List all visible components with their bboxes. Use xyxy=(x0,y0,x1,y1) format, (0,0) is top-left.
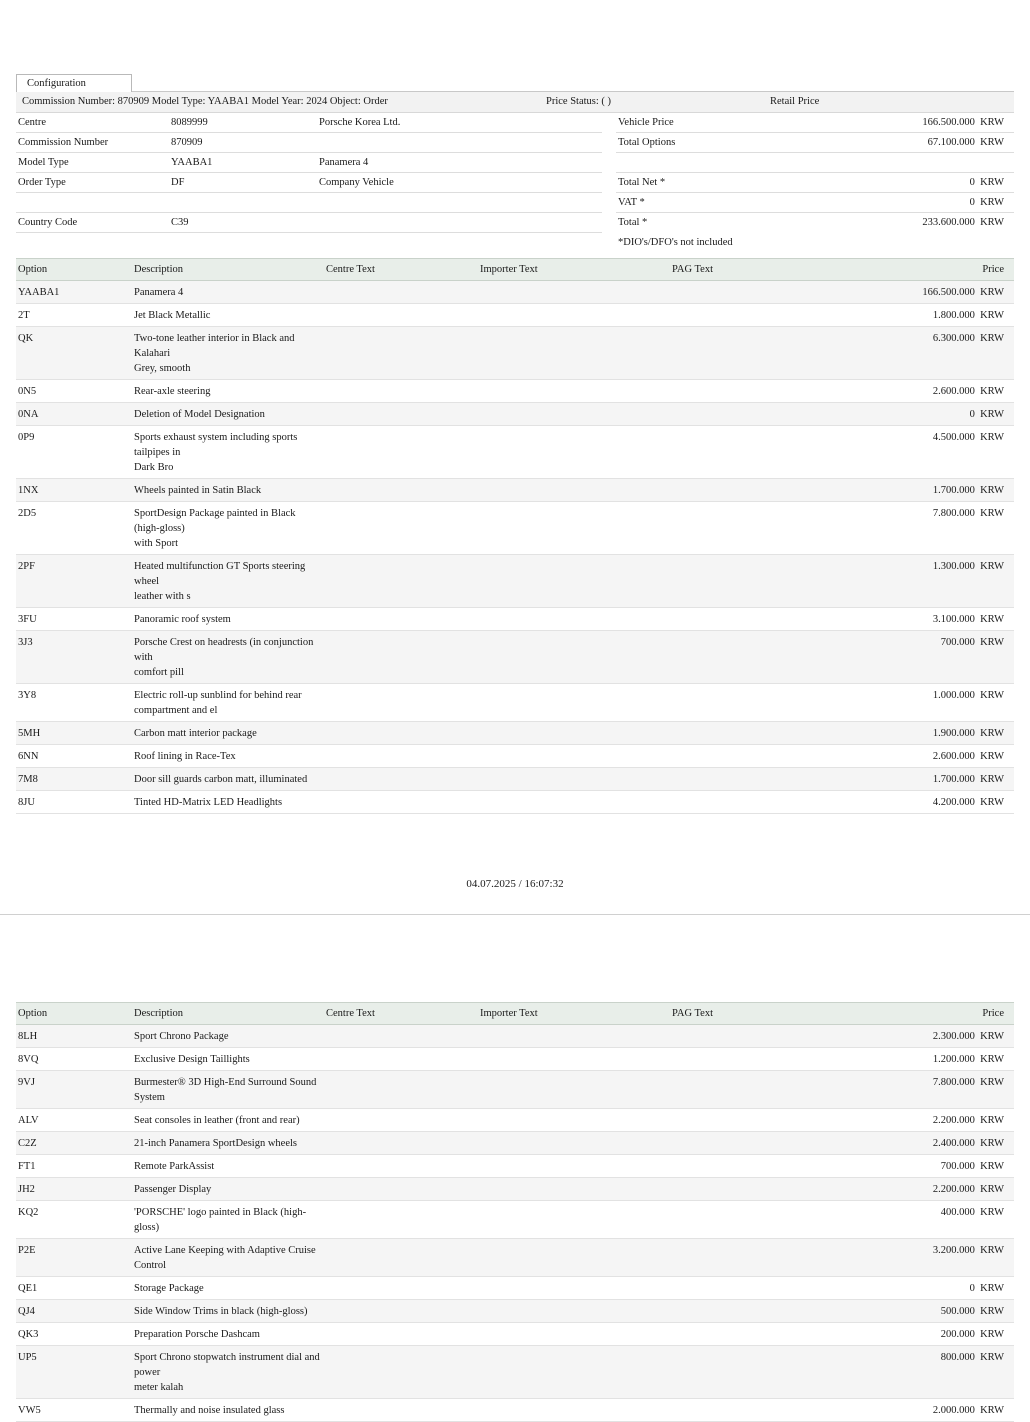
price-label: Total Net * xyxy=(618,177,666,188)
cell-price: 2.400.000 KRW xyxy=(844,1132,1014,1155)
column-header-centre-text: Centre Text xyxy=(324,1003,478,1025)
table-row[interactable] xyxy=(16,608,1014,631)
cell-importer-text xyxy=(478,1277,670,1300)
cell-centre-text xyxy=(324,1323,478,1346)
cell-price: 1.700.000 KRW xyxy=(844,768,1014,791)
cell-description: Active Lane Keeping with Adaptive Cruise Control xyxy=(132,1239,324,1277)
cell-pag-text xyxy=(670,1048,844,1071)
cell-pag-text xyxy=(670,1109,844,1132)
column-header-option: Option xyxy=(16,259,132,281)
table-row[interactable] xyxy=(16,1178,1014,1201)
cell-importer-text xyxy=(478,684,670,722)
cell-price: 700.000 KRW xyxy=(844,1155,1014,1178)
cell-option-code: VW5 xyxy=(16,1399,132,1422)
cell-importer-text xyxy=(478,791,670,814)
cell-centre-text xyxy=(324,1178,478,1201)
cell-pag-text xyxy=(670,722,844,745)
table-row[interactable] xyxy=(16,1300,1014,1323)
cell-importer-text xyxy=(478,1346,670,1399)
cell-pag-text xyxy=(670,745,844,768)
cell-importer-text xyxy=(478,631,670,684)
header-commission-info: Commission Number: 870909 Model Type: YAABA1 Model Year: 2024 Object: Order xyxy=(22,96,388,107)
cell-option-code: 2PF xyxy=(16,555,132,608)
cell-option-code: JH2 xyxy=(16,1178,132,1201)
cell-importer-text xyxy=(478,608,670,631)
cell-option-code: 0N5 xyxy=(16,380,132,403)
cell-description-line2: Grey, smooth xyxy=(134,363,191,374)
cell-price: 2.600.000 KRW xyxy=(844,380,1014,403)
cell-description: Thermally and noise insulated glass xyxy=(132,1399,324,1422)
info-row xyxy=(16,133,602,153)
cell-centre-text xyxy=(324,745,478,768)
cell-description: SportDesign Package painted in Black (high-gloss) with Sport xyxy=(132,502,324,555)
cell-description: Seat consoles in leather (front and rear) xyxy=(132,1109,324,1132)
cell-centre-text xyxy=(324,1239,478,1277)
cell-centre-text xyxy=(324,380,478,403)
cell-pag-text xyxy=(670,1132,844,1155)
cell-price: 3.100.000 KRW xyxy=(844,608,1014,631)
cell-description: Porsche Crest on headrests (in conjunction with comfort pill xyxy=(132,631,324,684)
cell-pag-text xyxy=(670,1399,844,1422)
cell-pag-text xyxy=(670,1178,844,1201)
cell-pag-text xyxy=(670,1071,844,1109)
table-row[interactable] xyxy=(16,1277,1014,1300)
cell-description: Remote ParkAssist xyxy=(132,1155,324,1178)
cell-importer-text xyxy=(478,722,670,745)
cell-centre-text xyxy=(324,327,478,380)
cell-centre-text xyxy=(324,1399,478,1422)
cell-price: 700.000 KRW xyxy=(844,631,1014,684)
cell-option-code: ALV xyxy=(16,1109,132,1132)
info-extra: Panamera 4 xyxy=(319,157,369,168)
cell-pag-text xyxy=(670,304,844,327)
cell-price: 1.900.000 KRW xyxy=(844,722,1014,745)
cell-centre-text xyxy=(324,684,478,722)
column-header-importer-text: Importer Text xyxy=(478,1003,670,1025)
cell-price: 4.200.000 KRW xyxy=(844,791,1014,814)
cell-importer-text xyxy=(478,1109,670,1132)
cell-centre-text xyxy=(324,722,478,745)
cell-option-code: 9VJ xyxy=(16,1071,132,1109)
cell-description: Panoramic roof system xyxy=(132,608,324,631)
cell-importer-text xyxy=(478,1399,670,1422)
cell-pag-text xyxy=(670,327,844,380)
cell-option-code: UP5 xyxy=(16,1346,132,1399)
cell-importer-text xyxy=(478,1239,670,1277)
cell-option-code: 6NN xyxy=(16,745,132,768)
column-header-importer-text: Importer Text xyxy=(478,259,670,281)
table-row[interactable] xyxy=(16,1048,1014,1071)
document-header-band xyxy=(16,91,1014,113)
cell-centre-text xyxy=(324,1201,478,1239)
table-row[interactable] xyxy=(16,327,1014,380)
cell-description: Roof lining in Race-Tex xyxy=(132,745,324,768)
table-row[interactable] xyxy=(16,403,1014,426)
cell-option-code: 2T xyxy=(16,304,132,327)
table-row[interactable] xyxy=(16,426,1014,479)
table-row[interactable] xyxy=(16,1399,1014,1422)
price-value: 0 KRW xyxy=(969,197,1004,208)
price-row-blank xyxy=(616,153,1014,173)
cell-price: 2.300.000 KRW xyxy=(844,1025,1014,1048)
cell-description: Electric roll-up sunblind for behind rear compartment and el xyxy=(132,684,324,722)
cell-option-code: 8JU xyxy=(16,791,132,814)
info-label: Centre xyxy=(18,117,46,128)
price-row-total-options xyxy=(616,133,1014,153)
options-header-row xyxy=(16,259,1014,281)
cell-price: 7.800.000 KRW xyxy=(844,502,1014,555)
cell-description: Side Window Trims in black (high-gloss) xyxy=(132,1300,324,1323)
info-row xyxy=(16,173,602,193)
cell-option-code: YAABA1 xyxy=(16,281,132,304)
cell-importer-text xyxy=(478,1300,670,1323)
cell-centre-text xyxy=(324,1025,478,1048)
cell-pag-text xyxy=(670,479,844,502)
cell-description: Door sill guards carbon matt, illuminated xyxy=(132,768,324,791)
cell-price: 1.300.000 KRW xyxy=(844,555,1014,608)
cell-pag-text xyxy=(670,555,844,608)
tab-configuration[interactable]: Configuration xyxy=(16,74,132,92)
cell-price: 6.300.000 KRW xyxy=(844,327,1014,380)
cell-price: 4.500.000 KRW xyxy=(844,426,1014,479)
cell-price: 1.800.000 KRW xyxy=(844,304,1014,327)
header-price-status: Price Status: ( ) xyxy=(546,96,612,107)
cell-description: Sport Chrono Package xyxy=(132,1025,324,1048)
cell-description: Passenger Display xyxy=(132,1178,324,1201)
cell-description-line2: Dark Bro xyxy=(134,462,174,473)
column-header-description: Description xyxy=(132,259,324,281)
cell-price: 1.000.000 KRW xyxy=(844,684,1014,722)
tab-strip xyxy=(16,74,1014,91)
cell-centre-text xyxy=(324,1048,478,1071)
cell-price: 0 KRW xyxy=(844,1277,1014,1300)
cell-option-code: 0NA xyxy=(16,403,132,426)
cell-description: Panamera 4 xyxy=(132,281,324,304)
cell-importer-text xyxy=(478,426,670,479)
price-label: Total * xyxy=(618,217,648,228)
cell-description: Wheels painted in Satin Black xyxy=(132,479,324,502)
cell-importer-text xyxy=(478,304,670,327)
price-value: 166.500.000 KRW xyxy=(922,117,1004,128)
cell-description: Rear-axle steering xyxy=(132,380,324,403)
cell-pag-text xyxy=(670,426,844,479)
cell-pag-text xyxy=(670,1346,844,1399)
cell-importer-text xyxy=(478,1132,670,1155)
price-value: 233.600.000 KRW xyxy=(922,217,1004,228)
cell-importer-text xyxy=(478,327,670,380)
table-row[interactable] xyxy=(16,380,1014,403)
cell-pag-text xyxy=(670,403,844,426)
cell-option-code: C2Z xyxy=(16,1132,132,1155)
info-value: C39 xyxy=(171,217,189,228)
cell-description: Carbon matt interior package xyxy=(132,722,324,745)
cell-importer-text xyxy=(478,380,670,403)
price-label: VAT * xyxy=(618,197,645,208)
page-2-top-spacer xyxy=(16,916,1014,994)
table-row[interactable] xyxy=(16,1109,1014,1132)
cell-pag-text xyxy=(670,1277,844,1300)
cell-price: 3.200.000 KRW xyxy=(844,1239,1014,1277)
price-row-total xyxy=(616,213,1014,232)
column-header-pag-text: PAG Text xyxy=(670,1003,844,1025)
cell-importer-text xyxy=(478,281,670,304)
cell-centre-text xyxy=(324,608,478,631)
table-row[interactable] xyxy=(16,281,1014,304)
table-row[interactable] xyxy=(16,502,1014,555)
cell-description: 21-inch Panamera SportDesign wheels xyxy=(132,1132,324,1155)
options-header-row xyxy=(16,1003,1014,1025)
cell-price: 500.000 KRW xyxy=(844,1300,1014,1323)
table-row[interactable] xyxy=(16,555,1014,608)
cell-description: Sports exhaust system including sports tailpipes in Dark Bro xyxy=(132,426,324,479)
cell-importer-text xyxy=(478,768,670,791)
cell-option-code: FT1 xyxy=(16,1155,132,1178)
cell-price: 2.600.000 KRW xyxy=(844,745,1014,768)
cell-description: Deletion of Model Designation xyxy=(132,403,324,426)
price-label: Total Options xyxy=(618,137,676,148)
table-row[interactable] xyxy=(16,1323,1014,1346)
cell-option-code: 0P9 xyxy=(16,426,132,479)
cell-price: 800.000 KRW xyxy=(844,1346,1014,1399)
price-value: 67.100.000 KRW xyxy=(927,137,1004,148)
cell-centre-text xyxy=(324,1277,478,1300)
table-row[interactable] xyxy=(16,745,1014,768)
price-summary-table xyxy=(616,113,1014,250)
info-value: 8089999 xyxy=(171,117,208,128)
cell-description: Sport Chrono stopwatch instrument dial and power meter kalah xyxy=(132,1346,324,1399)
cell-option-code: 3Y8 xyxy=(16,684,132,722)
column-header-price: Price xyxy=(844,1003,1014,1025)
table-row[interactable] xyxy=(16,1239,1014,1277)
cell-importer-text xyxy=(478,1155,670,1178)
cell-description: Tinted HD-Matrix LED Headlights xyxy=(132,791,324,814)
table-row[interactable] xyxy=(16,684,1014,722)
sheet-page-2 xyxy=(0,916,1030,1422)
cell-pag-text xyxy=(670,1323,844,1346)
info-label: Commission Number xyxy=(18,137,109,148)
cell-price: 2.200.000 KRW xyxy=(844,1178,1014,1201)
price-row-total-net xyxy=(616,173,1014,193)
cell-importer-text xyxy=(478,403,670,426)
cell-centre-text xyxy=(324,768,478,791)
cell-description: Exclusive Design Taillights xyxy=(132,1048,324,1071)
table-row[interactable] xyxy=(16,1346,1014,1399)
price-row-vehicle-price xyxy=(616,113,1014,133)
cell-centre-text xyxy=(324,304,478,327)
cell-pag-text xyxy=(670,1155,844,1178)
cell-option-code: 2D5 xyxy=(16,502,132,555)
cell-pag-text xyxy=(670,502,844,555)
cell-importer-text xyxy=(478,1201,670,1239)
info-value: YAABA1 xyxy=(171,157,213,168)
cell-price: 2.200.000 KRW xyxy=(844,1109,1014,1132)
cell-pag-text xyxy=(670,608,844,631)
cell-centre-text xyxy=(324,426,478,479)
cell-importer-text xyxy=(478,1178,670,1201)
cell-description: Burmester® 3D High-End Surround Sound System xyxy=(132,1071,324,1109)
cell-price: 1.200.000 KRW xyxy=(844,1048,1014,1071)
cell-centre-text xyxy=(324,1071,478,1109)
options-table-page-1 xyxy=(16,258,1014,814)
column-header-description: Description xyxy=(132,1003,324,1025)
cell-centre-text xyxy=(324,1109,478,1132)
table-row[interactable] xyxy=(16,1201,1014,1239)
cell-centre-text xyxy=(324,1155,478,1178)
info-extra: Company Vehicle xyxy=(319,177,394,188)
cell-pag-text xyxy=(670,380,844,403)
info-label: Model Type xyxy=(18,157,69,168)
cell-pag-text xyxy=(670,1239,844,1277)
sheet-page-1 xyxy=(0,74,1030,914)
page-footer-timestamp: 04.07.2025 / 16:07:32 xyxy=(466,878,564,890)
info-row xyxy=(16,213,602,233)
cell-description: Storage Package xyxy=(132,1277,324,1300)
cell-centre-text xyxy=(324,555,478,608)
document-page xyxy=(0,74,1030,1422)
cell-centre-text xyxy=(324,502,478,555)
cell-description: Jet Black Metallic xyxy=(132,304,324,327)
cell-option-code: 7M8 xyxy=(16,768,132,791)
info-extra: Porsche Korea Ltd. xyxy=(319,117,401,128)
cell-description-line2: leather with s xyxy=(134,591,191,602)
cell-centre-text xyxy=(324,631,478,684)
price-row-vat xyxy=(616,193,1014,213)
cell-description-line2: with Sport xyxy=(134,538,179,549)
info-row xyxy=(16,113,602,133)
cell-description-line2: meter kalah xyxy=(134,1382,184,1393)
header-retail-price: Retail Price xyxy=(770,96,820,107)
cell-pag-text xyxy=(670,1201,844,1239)
cell-importer-text xyxy=(478,745,670,768)
cell-description: Two-tone leather interior in Black and Kalahari Grey, smooth xyxy=(132,327,324,380)
cell-price: 200.000 KRW xyxy=(844,1323,1014,1346)
table-row[interactable] xyxy=(16,768,1014,791)
cell-centre-text xyxy=(324,1300,478,1323)
cell-price: 0 KRW xyxy=(844,403,1014,426)
info-row xyxy=(16,153,602,173)
table-row[interactable] xyxy=(16,722,1014,745)
cell-price: 2.000.000 KRW xyxy=(844,1399,1014,1422)
cell-price: 400.000 KRW xyxy=(844,1201,1014,1239)
cell-option-code: 8LH xyxy=(16,1025,132,1048)
cell-centre-text xyxy=(324,791,478,814)
cell-importer-text xyxy=(478,1025,670,1048)
info-label: Country Code xyxy=(18,217,78,228)
options-table-page-2 xyxy=(16,1002,1014,1422)
cell-description-line2: comfort pill xyxy=(134,667,184,678)
table-row[interactable] xyxy=(16,1071,1014,1109)
cell-importer-text xyxy=(478,555,670,608)
cell-option-code: P2E xyxy=(16,1239,132,1277)
cell-option-code: QK3 xyxy=(16,1323,132,1346)
cell-option-code: 5MH xyxy=(16,722,132,745)
info-value: 870909 xyxy=(171,137,203,148)
price-label: Vehicle Price xyxy=(618,117,674,128)
cell-importer-text xyxy=(478,479,670,502)
summary-section xyxy=(16,113,1014,250)
cell-pag-text xyxy=(670,684,844,722)
cell-pag-text xyxy=(670,791,844,814)
cell-importer-text xyxy=(478,1071,670,1109)
cell-centre-text xyxy=(324,1346,478,1399)
info-label: Order Type xyxy=(18,177,66,188)
cell-description: Heated multifunction GT Sports steering wheel leather with s xyxy=(132,555,324,608)
cell-pag-text xyxy=(670,768,844,791)
cell-option-code: 3J3 xyxy=(16,631,132,684)
column-header-centre-text: Centre Text xyxy=(324,259,478,281)
cell-importer-text xyxy=(478,1048,670,1071)
cell-price: 1.700.000 KRW xyxy=(844,479,1014,502)
table-row[interactable] xyxy=(16,791,1014,814)
cell-option-code: 3FU xyxy=(16,608,132,631)
cell-description-line2: compartment and el xyxy=(134,705,218,716)
info-row-blank xyxy=(16,193,602,213)
table-row[interactable] xyxy=(16,1155,1014,1178)
cell-option-code: 8VQ xyxy=(16,1048,132,1071)
cell-price: 166.500.000 KRW xyxy=(844,281,1014,304)
price-value: 0 KRW xyxy=(969,177,1004,188)
cell-importer-text xyxy=(478,1323,670,1346)
table-row[interactable] xyxy=(16,631,1014,684)
table-row[interactable] xyxy=(16,1025,1014,1048)
column-header-pag-text: PAG Text xyxy=(670,259,844,281)
cell-importer-text xyxy=(478,502,670,555)
price-footnote: *DIO's/DFO's not included xyxy=(618,237,733,248)
info-value: DF xyxy=(171,177,185,188)
cell-option-code: QK xyxy=(16,327,132,380)
column-header-option: Option xyxy=(16,1003,132,1025)
vehicle-info-table xyxy=(16,113,602,250)
cell-description: 'PORSCHE' logo painted in Black (high-gloss) xyxy=(132,1201,324,1239)
cell-pag-text xyxy=(670,631,844,684)
cell-centre-text xyxy=(324,281,478,304)
cell-option-code: KQ2 xyxy=(16,1201,132,1239)
cell-pag-text xyxy=(670,1300,844,1323)
table-row[interactable] xyxy=(16,479,1014,502)
cell-option-code: QE1 xyxy=(16,1277,132,1300)
cell-option-code: QJ4 xyxy=(16,1300,132,1323)
cell-centre-text xyxy=(324,403,478,426)
cell-pag-text xyxy=(670,1025,844,1048)
table-row[interactable] xyxy=(16,304,1014,327)
table-row[interactable] xyxy=(16,1132,1014,1155)
cell-description: Preparation Porsche Dashcam xyxy=(132,1323,324,1346)
cell-price: 7.800.000 KRW xyxy=(844,1071,1014,1109)
cell-pag-text xyxy=(670,281,844,304)
cell-centre-text xyxy=(324,1132,478,1155)
cell-centre-text xyxy=(324,479,478,502)
cell-option-code: 1NX xyxy=(16,479,132,502)
column-header-price: Price xyxy=(844,259,1014,281)
